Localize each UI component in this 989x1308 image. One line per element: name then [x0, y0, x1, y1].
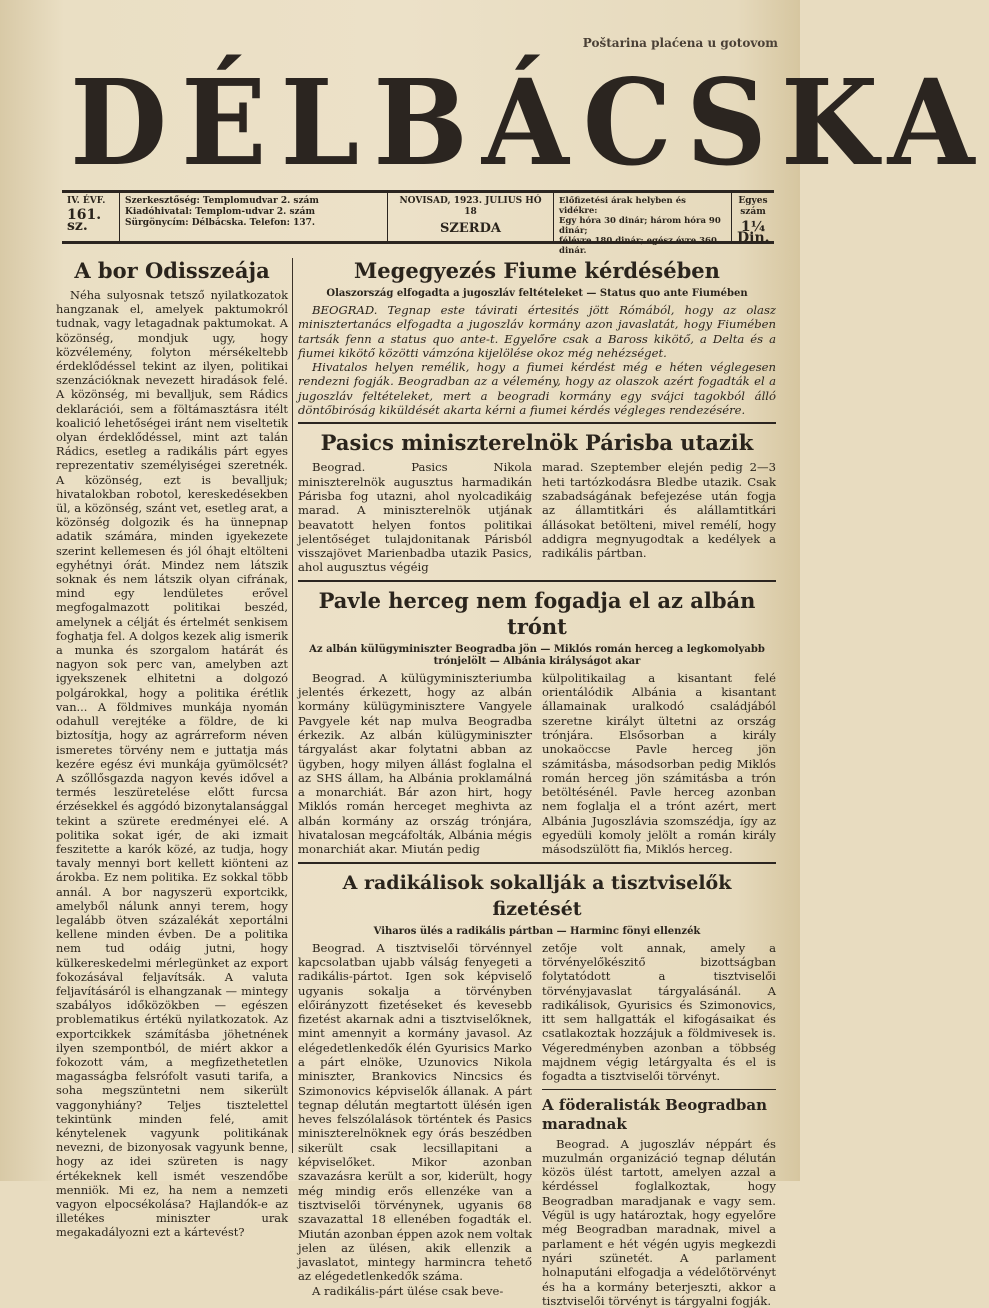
- two-column-text: [298, 460, 776, 574]
- article-title-fiume: Megegyezés Fiume kérdésében: [354, 258, 720, 283]
- single-price: 1¼ Din.: [737, 219, 770, 246]
- left-column: [56, 258, 288, 1240]
- article-subtitle-radikalis: Viharos ülés a radikális pártban — Harminc fönyi ellenzék: [373, 925, 701, 937]
- right-column: [298, 258, 776, 1308]
- section-rule: [542, 1089, 776, 1090]
- subscription-line: félévre 180 dinár; egész évre 360 dinár.: [559, 236, 717, 256]
- article-title-foderalistak: A föderalisták Beogradban maradnak: [542, 1095, 768, 1133]
- single-label: Egyes szám: [738, 196, 768, 217]
- article-fiume: [298, 258, 776, 417]
- article-title-radikalis: A radikálisok sokallják a tisztviselők fizetését: [342, 871, 732, 920]
- article-body-pavle-right: külpolitikailag a kisantant felé orientálódik Albánia a kisantant államainak uralkodó családjából szeretne királyt ültetni az ország trónjára. Elsősorban a király unokaöccse Pavle herceg jön számitásba, másodsorban pedig Miklós román herceg jön számitásba a trón betöltésénél. Pavle herceg azonban nem foglalja el a trónt azért, mert Albánia Jugoszlávia szomszédja, így az egyedüli komoly jelölt a román király másodszülött fia, Miklós herceg.: [542, 670, 776, 857]
- article-body-fiume-1: BEOGRAD. Tegnap este távirati értesités jött Rómából, hogy az olasz minisztertanács elfogadta a jugoszláv kormány azon javaslatát, hogy Fiumében tartsák fenn a status quo ante-t. Egyelőre csak a Baross kikötő, a Delta és a fiumei kikötő közötti vámzóna kijelölése okoz még nehézséget.: [298, 303, 776, 360]
- volume-info: [62, 193, 120, 241]
- article-title-pavle: Pavle herceg nem fogadja el az albán trónt: [318, 587, 756, 639]
- column-divider: [292, 258, 293, 1153]
- info-bar: [62, 190, 774, 256]
- article-body-pasics-left: Beograd. Pasics Nikola miniszterelnök augusztus harmadikán Párisba fog utazni, ahol nyolcadikáig marad. A miniszterelnök utjának beavatott helyen fontos politikai jelentőséget tulajdonitanak Párisból visszajövet Marienbadba utazik Pasics, ahol augusztus végéig: [298, 460, 532, 575]
- issue-number: 161. sz.: [67, 207, 102, 234]
- two-column-text: [298, 941, 776, 1308]
- section-rule: [298, 862, 776, 864]
- editorial-line: Kiadóhivatal: Templom-udvar 2. szám: [125, 207, 315, 217]
- weekday: SZERDA: [440, 221, 501, 236]
- article-title-pasics: Pasics miniszterelnök Párisba utazik: [320, 430, 754, 456]
- year-label: IV. ÉVF.: [67, 196, 106, 206]
- article-title-bor: A bor Odisszeája: [74, 258, 270, 283]
- single-copy-price: [732, 193, 774, 246]
- article-subtitle-pavle: Az albán külügyminiszter Beogradba jön — Miklós román herceg a legkomolyabb trónjelölt — Albánia királyságot akar: [309, 643, 765, 667]
- article-subtitle-fiume: Olaszország elfogadta a jugoszláv feltételeket — Status quo ante Fiumében: [326, 288, 748, 299]
- subscription-line: Egy hóra 30 dinár; három hóra 90 dinár;: [559, 216, 721, 236]
- issue-date: NOVISAD, 1923. JULIUS HÓ 18: [399, 196, 542, 217]
- article-radikalis: [298, 870, 776, 1308]
- two-column-text: [298, 671, 776, 857]
- article-body-pavle-left: Beograd. A külügyminiszteriumba jelentés érkezett, hogy az albán kormány külügyminisztere Vangyele Pavgyele két nap mulva Beogradba érkezik. Az albán külügyminiszter tárgyalást akar folytatni abban az ügyben, hogy milyen állást foglalna el az SHS állam, ha Albánia proklamálná a monarchiát. Bár azon hirt, hogy Miklós román herceget meghivta az albán kormány az ország trónjára, hivatalosan megcáfolták, Albánia mégis monarchiát akar. Miután pedig: [298, 670, 532, 857]
- subscription-line: Előfizetési árak helyben és vidékre:: [559, 196, 686, 216]
- article-body-fiume-2: Hivatalos helyen remélik, hogy a fiumei kérdést még e héten véglegesen rendezni fogják. Beogradban az a vélemény, hogy az olaszok azért fogadták el a jugoszláv feltételeket, mert a beogradi kormány egy svájci tagokból álló döntőbiróság kiküldését akarta kérni a fiumei kérdés végleges rendezésére.: [298, 360, 776, 418]
- article-pasics: [298, 430, 776, 574]
- postal-note: Poštarina plaćena u gotovom: [582, 36, 778, 50]
- masthead-title: DÉLBÁCSKA: [70, 54, 989, 193]
- editorial-info: [120, 193, 388, 241]
- article-body-radikalis-left-end: A radikális-párt ülése csak beve-: [312, 1283, 504, 1298]
- article-body-foderalistak: Beograd. A jugoszláv néppárt és muzulmán organizáció tegnap délután közös ülést tartott, amelyen azzal a kérdéssel foglalkoztak, hogy Beogradban maradjanak e vagy sem. Végül is ugy határoztak, hogy egyelőre még Beogradban maradnak, mivel a parlament e hét végén ugyis megkezdi nyári szünetét. A parlament holnaputáni elfogadja a védelőtörvényt és ha a kormány beterjeszti, akkor a tisztviselői törvényt is tárgyalni fogják.: [542, 1136, 776, 1308]
- article-body-bor: Néha sulyosnak tetsző nyilatkozatok hangzanak el, amelyek paktumokról tudnak, vagy letagadnak paktumokat. A közönség, mondjuk ugy, hogy közvélemény, folyton mérsékeltebb érdeklődéssel tekint az ilyen, politikai szenzációknak nevezett hiradások felé. A közönség, mi bevalljuk, sem Rádics deklarációi, sem a föltámasztásra itélt koalició lehetőségei iránt nem viseltetik olyan érdeklődéssel, mint azt talán Rádics, esetleg a radikális párt egyes reprezentativ személyiségei szeretnék. A közönség, ezt is bevalljuk; hivatalokban robotol, kereskedésekben ül, a közönség, szánt vet, esetleg arat, a közönség dolgozik és ha ünnepnap adatik számára, minden igyekezete szerint kellemesen és jól óhajt eltölteni egyhétnyi órát. Mindez nem látszik soknak és nem látszik olyan cifrának, mind egy lendületes erővel megfogalmazott politikai beszéd, amelynek a célját és értelmét senkisem foghatja fel. A dolgos kezek alig ismerik a munka és szorgalom határát és nagyon sok perc van, amelyben azt igyekszenek elhitetni a dolgozó polgárokkal, hogy a politika érétlik van... A földmives munkája nyomán odahull verejtéke a földre, de ki biztosítja, hogy az agrárreform néven ismeretes törvény nem e juttatja más kezére egész évi munkája gyümölcsét? A szőllősgazda nagyon kevés idővel a termés leszüretelése előtt furcsa érzésekkel és aggódó bizonytalansággal tekint a szürete eredményei elé. A politika sokat igér, de aki izmait feszitette a karók közé, az tudja, hogy tavaly mennyi bort kellett kiönteni az árokba. Ez nem politika. Ez sokkal több annál. A bor nagyszerü exportcikk, amelyből nálunk annyi terem, hogy legalább ötven százalékát xeportálni kellene minden évben. De a politika nem tud odáig jutni, hogy külkereskedelmi mérlegünket az export fokozásával feljavítsák. A valuta feljavításáról is elhangzanak — mintegy szabályos időközökben — egészen problematikus értékü nyilatkozatok. Az exportcikkek számításba jöhetnének ilyen szempontból, de miért akkor a fokozott vám, a megfizethetetlen magasságba felsrófolt vasuti tarifa, a soha megszüntetni nem sikerült vaggonyhiány? Teljes tisztelettel tekintünk minden felé, amit kénytelenek vagyunk politikának nevezni, de bizonyosak vagyunk benne, hogy az idei szüreten is nagy értékeknek kell ismét veszendőbe menniök. Mi ez, ha nem a nemzeti vagyon elpocsékolása? Hajlandók-e az illetékes miniszter urak megakadályozni ezt a kártevést?: [56, 288, 288, 1240]
- article-body-radikalis-left: Beograd. A tisztviselői törvénnyel kapcsolatban ujabb válság fenyegeti a radikális-pártot. Igen sok képviselő ugyanis sokalja a törvényben előirányzott fizetéseket és kevesebb fizetést akarnak adni a tisztviselőknek, mint amennyit a kormány javasol. Az elégedetlenkedők élén Gyurisics Marko a párt elnöke, Uzunovics Nikola miniszter, Brankovics Nincsics és Szimonovics képviselők állanak. A párt tegnap délután megtartott ülésén igen heves felszólalások történtek és Pasics miniszterelnöknek egy órás beszédben sikerült csak lecsillapitani a képviselőket. Mikor azonban szavazásra került a sor, kiderült, hogy még mindig erős ellenzéke van a tisztviselői törvénynek, ugyanis 68 szavazattal 18 ellenében fogadták el. Miután azonban éppen azok nem voltak jelen az ülésen, akik ellenzik a javaslatot, mintegy harmincra tehető az elégedetlenkedők száma.: [298, 940, 532, 1284]
- editorial-line: Sürgönycím: Délbácska. Telefon: 137.: [125, 218, 316, 228]
- article-body-pasics-right: marad. Szeptember elején pedig 2—3 heti tartózkodásra Bledbe utazik. Csak szabadságának befejezése után fogja az államtitkári és alállamtitkári állásokat betölteni, mivel remélí, hogy addigra megnyugodtak a kedélyek a radikális pártban.: [542, 460, 776, 561]
- date-info: [388, 193, 554, 241]
- article-pavle: [298, 588, 776, 857]
- subscription-info: [554, 193, 732, 256]
- editorial-line: Szerkesztőség: Templomudvar 2. szám: [125, 196, 319, 206]
- section-rule: [298, 580, 776, 582]
- section-rule: [298, 422, 776, 424]
- article-body-radikalis-right: zetője volt annak, amely a törvényelőkészitő bizottságban folytatódott a tisztviselői törvényjavaslat tárgyalásánál. A radikálisok, Gyurisics és Szimonovics, itt sem hallgatták el kifogásaikat és csatlakoztak hozzájuk a földmivesek is. Végeredményben azonban a többség majdnem végig letárgyalta és el is fogadta a tisztviselői törvényt.: [542, 940, 776, 1084]
